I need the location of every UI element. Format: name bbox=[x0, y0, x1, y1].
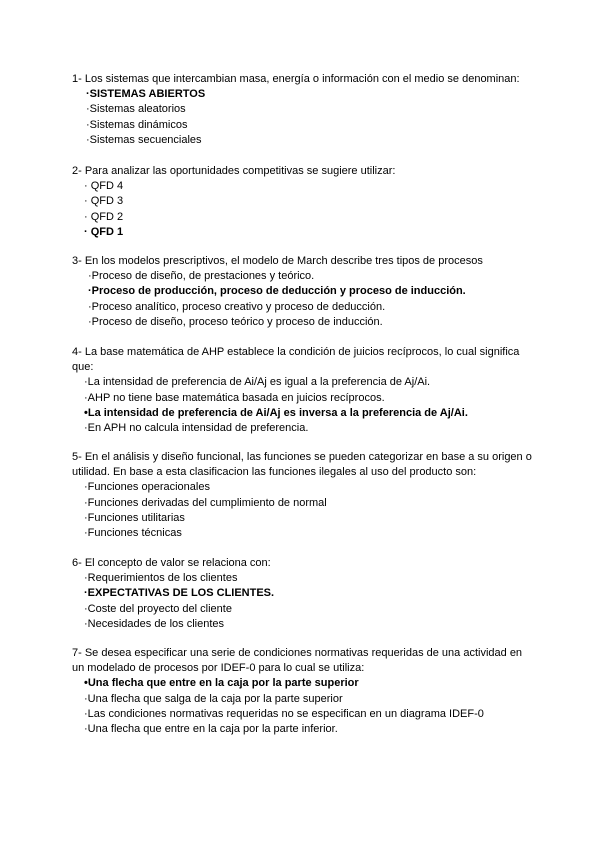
answer-option: ·Sistemas secuenciales bbox=[86, 133, 202, 146]
answer-option: ·Coste del proyecto del cliente bbox=[84, 602, 232, 615]
answer-option: ·Una flecha que entre en la caja por la parte inferior. bbox=[84, 723, 338, 736]
question-1 bbox=[72, 72, 534, 148]
question-stem: 2- Para analizar las oportunidades competitivas se sugiere utilizar: bbox=[72, 165, 396, 177]
question-3 bbox=[72, 254, 534, 330]
question-stem: 6- El concepto de valor se relaciona con: bbox=[72, 557, 271, 569]
answer-option: ·Las condiciones normativas requeridas no se especifican en un diagrama IDEF-0 bbox=[84, 707, 484, 720]
answer-option: ·Necesidades de los clientes bbox=[84, 617, 225, 630]
question-stem: 7- Se desea especificar una serie de condiciones normativas requeridas de una actividad en un modelado de procesos por IDEF-0 para lo cual se utiliza: bbox=[72, 647, 523, 675]
answer-option: ·Funciones derivadas del cumplimiento de normal bbox=[84, 496, 327, 509]
answer-option: ·Sistemas aleatorios bbox=[86, 103, 186, 116]
answer-option-correct: · QFD 1 bbox=[84, 225, 124, 238]
answer-option: ·Proceso de diseño, proceso teórico y proceso de inducción. bbox=[88, 315, 383, 328]
answer-option: ·Requerimientos de los clientes bbox=[84, 572, 238, 585]
answer-option: ·Proceso analítico, proceso creativo y proceso de deducción. bbox=[88, 300, 386, 313]
answer-option: ·Proceso de diseño, de prestaciones y teórico. bbox=[88, 270, 315, 283]
answer-option-correct: •La intensidad de preferencia de Ai/Aj es inversa a la preferencia de Aj/Ai. bbox=[84, 406, 468, 419]
answer-option-correct: ·EXPECTATIVAS DE LOS CLIENTES. bbox=[84, 587, 275, 600]
question-stem: 1- Los sistemas que intercambian masa, energía o información con el medio se denominan: bbox=[72, 73, 520, 85]
answer-option: · QFD 3 bbox=[84, 195, 124, 208]
answer-option: ·AHP no tiene base matemática basada en juicios recíprocos. bbox=[84, 391, 385, 404]
answer-option: ·Funciones operacionales bbox=[84, 481, 210, 494]
question-7 bbox=[72, 646, 534, 737]
answer-option-correct: •Una flecha que entre en la caja por la parte superior bbox=[84, 677, 359, 690]
answer-option: ·En APH no calcula intensidad de preferencia. bbox=[84, 422, 309, 435]
answer-option-correct: ·SISTEMAS ABIERTOS bbox=[86, 88, 206, 101]
question-5 bbox=[72, 450, 534, 541]
answer-option: ·La intensidad de preferencia de Ai/Aj es igual a la preferencia de Aj/Ai. bbox=[84, 376, 431, 389]
question-stem: 5- En el análisis y diseño funcional, las funciones se pueden categorizar en base a su origen o utilidad. En base a esta clasificacion las funciones ilegales al uso del producto son: bbox=[72, 451, 532, 479]
answer-option: · QFD 4 bbox=[84, 180, 124, 193]
answer-option: ·Funciones técnicas bbox=[84, 527, 182, 540]
answer-option: ·Sistemas dinámicos bbox=[86, 118, 188, 131]
question-stem: 4- La base matemática de AHP establece la condición de juicios recíprocos, lo cual significa que: bbox=[72, 346, 520, 374]
answer-option: ·Funciones utilitarias bbox=[84, 511, 185, 524]
question-4 bbox=[72, 345, 534, 436]
question-2 bbox=[72, 164, 534, 240]
answer-option-correct: ·Proceso de producción, proceso de deducción y proceso de inducción. bbox=[88, 285, 466, 298]
answer-option: ·Una flecha que salga de la caja por la parte superior bbox=[84, 692, 343, 705]
answer-option: · QFD 2 bbox=[84, 210, 124, 223]
question-stem: 3- En los modelos prescriptivos, el modelo de March describe tres tipos de procesos bbox=[72, 255, 483, 267]
question-6 bbox=[72, 556, 534, 632]
